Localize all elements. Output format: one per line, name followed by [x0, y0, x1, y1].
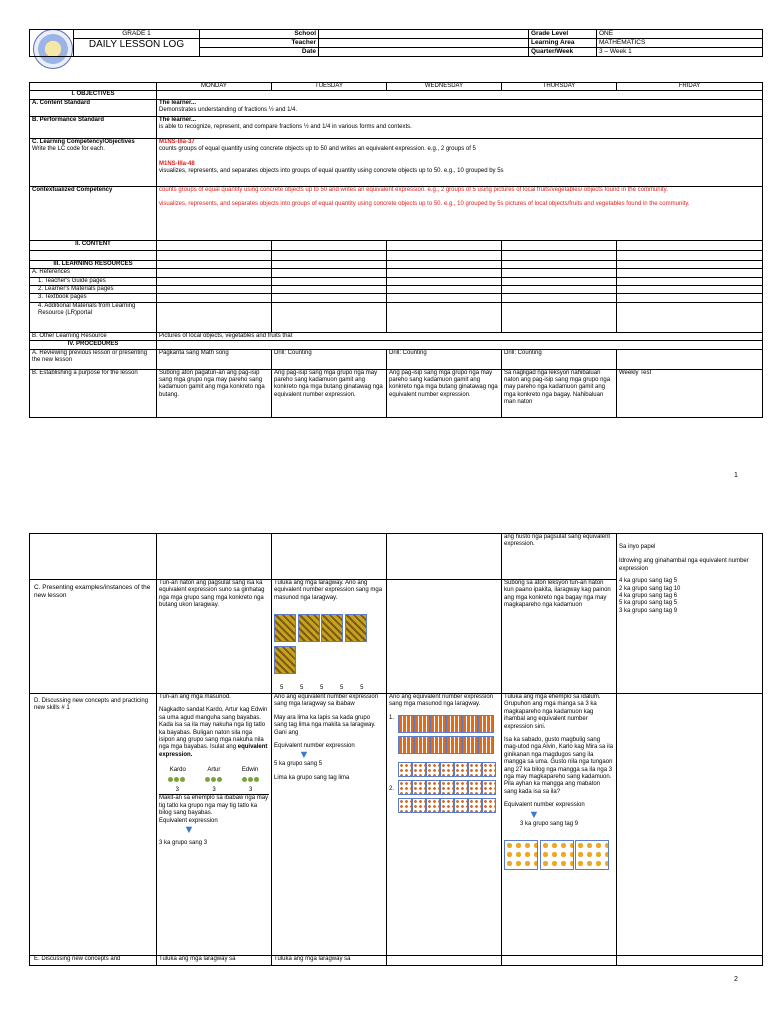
grade-level-value: ONE [597, 30, 763, 39]
d-monday-intro: Tun-an ang mga masunod. [159, 694, 231, 700]
friday-item: 5 ka grupo sang tag 5 [619, 600, 678, 607]
procedure-a-thursday: Drill: Counting [502, 349, 617, 369]
guava-groups-image [159, 777, 269, 785]
textbook-pages-label: 3. Textbook pages [30, 294, 157, 302]
procedure-b-tuesday: Ang pag-isip sang mga grupo nga may pareho sang kadamuon gamit ang konkreto nga mga butang ginatawag nga equivalent number expression. [272, 369, 387, 417]
grade-level-label: Grade Level [529, 30, 597, 39]
d-monday-answer: 3 ka grupo sang 3 [159, 840, 208, 847]
friday-item: 4 ka grupo sang tag 5 [619, 578, 678, 585]
procedure-b-wednesday: Ang pag-isip sang mga grupo nga may pareho sang kadamuon gamit ang konkreto nga mga butang ginatawag nga equivalent number expression. [387, 369, 502, 417]
pencil-groups-image [274, 614, 384, 677]
quarter-value: 3 – Week 1 [597, 48, 763, 57]
other-resources-value: Pictures of local objects, vegetables and fruits that [157, 332, 763, 340]
group-count: 5 [300, 685, 304, 692]
lc-code-1-text: counts groups of equal quantity using concrete objects up to 50 and writes an equivalent expression. e.g., 2 groups of 5 [159, 146, 476, 153]
procedures-heading: IV. PROCEDURES [30, 341, 157, 349]
day-wednesday: WEDNESDAY [387, 83, 502, 91]
references-label: A. References [30, 269, 157, 277]
d-monday-explain: Makit-an sa ehemplo sa ibabaw nga may tig tatlo ka grupo nga may tig tatlo ka bilog sang bayabas. [159, 795, 269, 817]
header-table [29, 29, 763, 57]
day-tuesday: TUESDAY [272, 83, 387, 91]
school-label: School [200, 30, 319, 39]
name-artur: Artur [207, 767, 221, 774]
competency-label: C. Learning Competency/Objectives [32, 138, 135, 145]
teacher-label: Teacher [200, 39, 319, 48]
group-count: 5 [280, 685, 284, 692]
quarter-label: Quarter/Week [529, 48, 597, 57]
group-count: 5 [360, 685, 364, 692]
teachers-guide-label: 1. Teacher's Guide pages [30, 277, 157, 285]
competency-sub: Write the LC code for each. [32, 146, 105, 153]
procedure-a-tuesday: Drill: Counting [272, 349, 387, 369]
lc-code-1: M1NS-IIIa-37 [159, 138, 195, 145]
day-monday: MONDAY [157, 83, 272, 91]
school-field[interactable] [319, 30, 529, 39]
page-number-2: 2 [734, 976, 738, 983]
d-monday-story-emph: equivalent expression. [159, 744, 268, 758]
d-tuesday-eq-label: Equivalent number expression [274, 743, 355, 750]
d-wednesday-question: Ano ang equivalent number expression sang mga masunod nga laragway. [389, 694, 494, 708]
friday-item: 4 ka grupo sang tag 6 [619, 593, 678, 600]
procedure-b-label: B. Establishing a purpose for the lesson [30, 369, 157, 417]
name-kardo: Kardo [169, 767, 186, 774]
document-title: DAILY LESSON LOG [74, 39, 200, 57]
content-standard-label: A. Content Standard [30, 99, 157, 116]
lesson-table-page1 [29, 82, 763, 418]
procedure-a-monday: Pagkanta sang Math song [157, 349, 272, 369]
mango-groups-image [504, 840, 614, 873]
procedure-c-label: C. Presenting examples/instances of the new lesson [30, 580, 157, 694]
friday-item: 3 ka grupo sang tag 9 [619, 607, 678, 614]
d-tuesday-answer: 5 ka grupo sang 5 [274, 761, 323, 768]
lc-code-2-text: visualizes, represents, and separates objects into groups of equal quantity using concrete objects up to 50. e.g., 10 grouped by 5s [159, 168, 504, 175]
date-field[interactable] [319, 48, 529, 57]
performance-standard-lead: The learner... [159, 116, 197, 123]
d-monday-story: Nagkadto sandat Kardo, Artur kag Edwin sa uma agud manguha sang bayabas. Kada isa sa ila may nakuha nga tig tatlo ka bayabas. Buligan naton sila nga isipon ang grupo sang mga nakuha nila nga mga bayabas. Isulat ang [159, 707, 268, 751]
procedure-b-friday: Weekly Test [617, 369, 763, 417]
procedure-a-wednesday: Drill: Counting [387, 349, 502, 369]
guava-count: 3 [212, 787, 216, 794]
item-number: 1. [389, 714, 395, 721]
additional-materials-label: 4. Additional Materials from Learning Resource (LR)portal [30, 302, 157, 332]
d-thursday-instruction: Tuluka ang mga ehemplo sa idalum. Grupuhon ang mga manga sa 3 ka magkapareho nga kadamuon kag ihambal ang equivalent number expression sini. [504, 694, 601, 730]
d-tuesday-answer-words: Lima ka grupo sang tag lima [274, 774, 350, 781]
friday-task-intro: Sa inyo papel [619, 544, 656, 550]
contextualized-2: visualizes, represents, and separates objects into groups of equal quantity using concrete objects up to 50. e.g., 10 grouped by 5s pictures of local objects/fruits and vegetables found in the community. [159, 201, 690, 208]
procedure-e-tuesday: Tuluka ang mga laragway sa [272, 956, 387, 966]
day-thursday: THURSDAY [502, 83, 617, 91]
teacher-field[interactable] [319, 39, 529, 48]
objectives-heading: I. OBJECTIVES [30, 91, 157, 99]
other-resources-label: B. Other Learning Resource [30, 332, 157, 340]
d-thursday-story: Isa ka sabado, gusto magbulig sang mag-utod nga Alvin, Karlo kag Mira sa ila ginikanan nga magdugos sang ila mangga sa uma. Gusto nila nga tungaon ang 27 ka bilog nga mangga sa ila nga 3 nga may magkapareho sang kadamuon. Pila ayhan ka mangga ang mabaton sang kada isa sa ila? [504, 737, 614, 795]
contextualized-label: Contextualized Competency [30, 186, 157, 240]
procedure-b-monday: Subong aton pagatun-an ang pag-isip sang mga grupo nga may pareho sang kadamuon gamit ang mga konkreto nga butang. [157, 369, 272, 417]
content-heading: II. CONTENT [30, 240, 157, 250]
performance-standard-text: is able to recognize, represent, and compare fractions ½ and 1/4 in various forms and contexts. [159, 124, 412, 131]
performance-standard-label: B. Performance Standard [30, 116, 157, 138]
procedure-a-label: A. Reviewing previous lesson or presenting the new lesson [30, 349, 157, 369]
guava-count: 3 [175, 787, 179, 794]
learning-resources-heading: III. LEARNING RESOURCES [30, 260, 157, 268]
d-monday-eq-label: Equivalent expression [159, 817, 218, 824]
procedure-d-label: D. Discussing new concepts and practicing new skills # 1 [30, 694, 157, 956]
item-number: 2. [389, 785, 395, 792]
grade-label: GRADE 1 [74, 30, 200, 39]
d-thursday-answer: 3 ka grupo sang tag 9 [520, 820, 579, 827]
group-count: 5 [320, 685, 324, 692]
date-label: Date [200, 48, 319, 57]
content-standard-lead: The learner... [159, 99, 197, 106]
procedure-c-thursday: Subong sa aton leksyon tun-an naton kun paano ipakita, ilaragway kag painon ang mga konkreto nga bagay nga may magkapareho nga kadamuon [502, 580, 617, 694]
learning-area-value: MATHEMATICS [597, 39, 763, 48]
arrow-down-icon: ▼ [183, 824, 195, 837]
lesson-table-page2 [29, 533, 763, 966]
carrot-groups-image [398, 715, 498, 758]
name-edwin: Edwin [241, 767, 259, 774]
procedure-c-monday: Tun-an naton ang pagsulat sang isa ka equivalent expression suno sa ginhatag nga mga grupo sang mga konkreto nga butang ukon laragway. [157, 580, 272, 694]
group-count: 5 [340, 685, 344, 692]
procedure-e-monday: Tuluka ang mga laragway sa [157, 956, 272, 966]
arrow-down-icon: ▼ [298, 749, 310, 762]
arrow-down-icon: ▼ [528, 808, 540, 821]
friday-item: 2 ka grupo sang tag 10 [619, 585, 681, 592]
procedure-e-label: E. Discussing new concepts and [30, 956, 157, 966]
d-tuesday-question: Ano ang equivalent number expression sang mga laragway sa ibabaw [274, 694, 379, 708]
contextualized-1: counts groups of equal quantity using concrete objects up to 50 and writes an equivalent expression. e.g., 2 groups of 5 using pictures of local fruits/vegetables/ objects found in the community. [159, 186, 668, 193]
tomato-groups-image [398, 762, 498, 817]
day-friday: FRIDAY [617, 83, 763, 91]
page-number-1: 1 [734, 472, 738, 479]
thursday-continued: ang husto nga pagsulat sang equivalent expression. [502, 534, 617, 580]
lc-code-2: M1NS-IIIa-48 [159, 160, 195, 167]
learning-area-label: Learning Area [529, 39, 597, 48]
content-standard-text: Demonstrates understanding of fractions ½ and 1/4. [159, 107, 298, 114]
d-tuesday-explain: May ara lima ka lapis sa kada grupo sang tag lima nga makita sa laragway. Gani ang [274, 714, 376, 736]
d-thursday-eq-label: Equivalent number expression [504, 802, 585, 809]
guava-count: 3 [248, 787, 253, 794]
friday-task-instruction: Idrowing ang ginahambal nga equivalent number expression [619, 558, 749, 572]
procedure-b-thursday: Sa nagligad nga leksyon nahibaluan naton ang pag-isip sang mga grupo nga may pareho nga kadamuon gamit ang mga konkreto nga bagay. Nahibaluan man naton [502, 369, 617, 417]
procedure-c-tuesday: Tuluka ang mga laragway. Ano ang equivalent number expression sang mga masunod nga laragway. [274, 580, 383, 601]
learners-materials-label: 2. Learner's Materials pages [30, 286, 157, 294]
